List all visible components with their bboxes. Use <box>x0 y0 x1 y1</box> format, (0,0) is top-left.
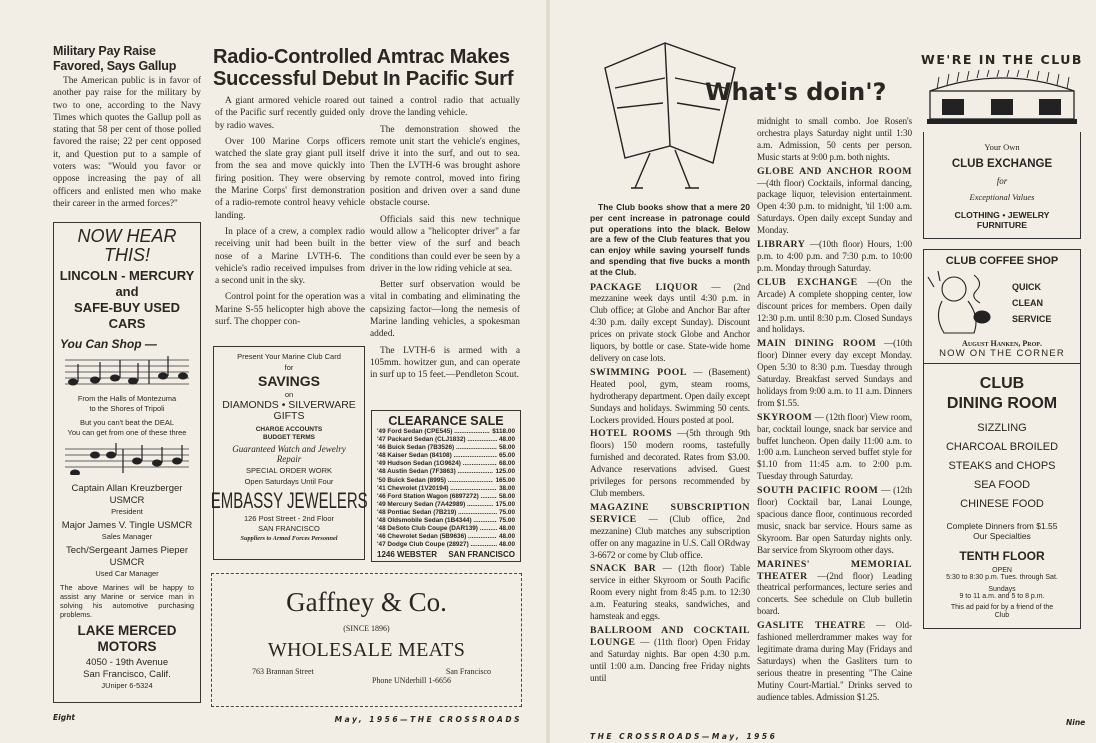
ad-lyric: to the Shores of Tripoli <box>89 404 165 413</box>
ad-line: Complete Dinners from $1.55 <box>946 521 1058 531</box>
feature-text: — (2nd mezzanine week days until 4:30 p.m. in Club office; at Globe and Anchor Bar after 4:30 p.m. daily except Sunday). Discount prices on private stock Globe and Anchor liquors, by bottle or case. State-wide home delivery on case lots. <box>590 281 751 364</box>
clearance-row <box>377 468 515 476</box>
page-footer: May, 1956—THE CROSSROADS <box>334 715 522 724</box>
company-city: SAN FRANCISCO <box>448 550 515 560</box>
amtrac-col-1 <box>215 95 365 332</box>
paragraph: The demonstration showed the remote unit start the vehicle's engines, drive it into the surf, and out to sea. Then the LVTH-6 was brought ashore by remote control, moved into firing position and driven over a sand dune obstacle course. <box>370 124 520 209</box>
club-feature <box>590 428 750 499</box>
person-name: Major James V. Tingle USMCR <box>61 520 193 531</box>
ad-lyric: But you can't beat the DEAL <box>80 418 174 427</box>
feature-text: — (12th floor) View room, bar, cocktail lounge, snack bar service and buffet luncheon. Open daily 11:00 a.m. to 1:00 a.m. Luncheon served buffet style for $1.10 from 11:45 a.m. to 2:00 p.m. Tuesday through Saturday. <box>757 411 913 482</box>
car-price: 48.00 <box>499 541 515 549</box>
page-number: Nine <box>1066 718 1086 727</box>
company-city: SAN FRANCISCO <box>258 524 320 533</box>
feature-title: MAIN DINING ROOM <box>757 338 877 350</box>
paragraph: midnight to small combo. Joe Rosen's orchestra plays Saturday night until 1:30 a.m. Admission, 50 cents per person. Music starts at 9:00 p.m. both nights. <box>757 116 912 162</box>
car-price: 125.00 <box>495 468 515 476</box>
car-name: '48 Pontiac Sedan (7B219) ..... <box>377 509 497 517</box>
paragraph: In place of a crew, a complex radio receiving unit had been built in the nose of a Marine LVTH-6. The vehicle's radio received impulses from a second unit in the sky. <box>215 226 365 287</box>
car-name: '48 Kaiser Sedan (84108) ..... <box>377 452 497 460</box>
club-building-icon <box>927 69 1077 127</box>
ad-line: Sundays <box>988 586 1016 593</box>
person-rank: USMCR <box>109 557 145 568</box>
ad-line: for <box>284 363 294 372</box>
car-price: 68.00 <box>499 460 515 468</box>
club-feature <box>590 367 750 427</box>
intro-paragraph: The Club books show that a mere 20 per cent increase in patronage could put operations into the black. Below are a few of the Club features that you can enjoy while saving yourself funds and spending that five bucks a month at the Club. <box>590 202 750 277</box>
feature-title: PACKAGE LIQUOR <box>590 281 699 293</box>
feature-text: —(On the Arcade) A complete shopping center, low discount prices for members. Open daily 12:30 p.m. until 8:30 p.m. Closed Sundays and holidays. <box>757 276 912 335</box>
car-name: '49 Ford Sedan (CPE545) ..... <box>377 428 490 436</box>
company-phone: Phone UNderhill 1-6656 <box>371 676 452 685</box>
car-price: 58.00 <box>499 444 515 452</box>
ad-title: CLUB <box>979 375 1025 392</box>
paragraph: Control point for the operation was a Marine S-55 helicopter high above the surf. The chopper con- <box>215 292 365 328</box>
club-features-col-2 <box>757 116 912 706</box>
feature-text: —(10th floor) Hours, 1:00 p.m. to 4:00 p.m. and 7:30 p.m. to 10:00 p.m. Monday through Saturday. <box>757 239 913 273</box>
club-feature <box>757 277 912 337</box>
car-name: '41 Chevrolet (1V20194) ..... <box>377 485 497 493</box>
ad-line: CLEAN <box>1012 298 1043 308</box>
feature-title: SNACK BAR <box>590 563 657 575</box>
car-name: '47 Packard Sedan (CLJ1832) ..... <box>377 436 497 444</box>
ad-since: (SINCE 1896) <box>343 624 390 633</box>
ad-line: 9 to 11 a.m. and 5 to 8 p.m. <box>959 593 1045 600</box>
club-feature <box>590 563 750 623</box>
clearance-row <box>377 501 515 509</box>
newspaper-reader-illustration <box>595 38 755 198</box>
article-title: Military Pay Raise Favored, Says Gallup <box>53 44 177 73</box>
ad-tagline: Suppliers to Armed Forces Personnel <box>240 535 338 542</box>
paragraph: Over 100 Marine Corps officers watched the slate gray giant pull itself from the sea and move quickly into firing position. They were observing the Marine Corps' first demonstration of a radio-remote control heavy vehicle landing. <box>215 136 365 221</box>
ad-line: Exceptional Values <box>969 192 1035 202</box>
clearance-row <box>377 493 515 501</box>
club-feature <box>757 412 912 483</box>
feature-title: CLUB EXCHANGE <box>757 276 858 288</box>
club-feature <box>590 625 750 685</box>
clearance-sale-ad <box>371 410 521 562</box>
person-role: Sales Manager <box>101 532 153 541</box>
car-price: 165.00 <box>495 476 515 484</box>
paragraph: Better surf observation would be vital in combating and eliminating the capsizing factor—long the nemesis of Marine landing vehicles, a spokesman added. <box>370 280 520 340</box>
company-address: 4050 - 19th Avenue <box>85 657 169 668</box>
car-price: 48.00 <box>499 533 515 541</box>
feature-title: SOUTH PACIFIC ROOM <box>757 485 879 497</box>
ad-title: CLUB COFFEE SHOP <box>945 255 1059 267</box>
company-name: EMBASSY JEWELERS <box>210 488 368 513</box>
embassy-jewelers-ad <box>210 346 368 560</box>
car-name: '46 Buick Sedan (7B3526) ..... <box>377 444 497 452</box>
ad-line: SPECIAL ORDER WORK <box>246 466 332 475</box>
ad-people-list <box>54 483 200 579</box>
club-feature <box>757 239 912 275</box>
person-rank: USMCR <box>109 495 145 506</box>
ad-line: CLOTHING • JEWELRY <box>954 210 1050 220</box>
car-price: 48.00 <box>499 436 515 444</box>
clearance-row <box>377 428 515 436</box>
person-name: Tech/Sergeant James Pieper <box>66 545 188 556</box>
clearance-row <box>377 509 515 517</box>
ad-line: Guaranteed Watch and Jewelry Repair <box>232 444 346 464</box>
feature-text: —(5th through 9th floors) 150 modern rooms, tastefully furnished and decorated. Rates from $3.00. Advance reservations advised. Guest privileges for persons recommended by Club members. <box>590 428 751 498</box>
clearance-row <box>377 452 515 460</box>
car-price: $118.00 <box>492 428 515 435</box>
ad-line: Present Your Marine Club Card <box>237 352 341 361</box>
gaffney-wholesale-meats-ad <box>211 573 522 707</box>
club-feature <box>590 282 750 365</box>
company-city: San Francisco <box>445 667 491 676</box>
car-price: 58.00 <box>499 492 515 500</box>
amtrac-article <box>213 46 523 90</box>
feature-title: GASLITE THEATRE <box>757 620 866 632</box>
ad-line: SEA FOOD <box>973 479 1031 491</box>
clearance-row <box>377 533 515 541</box>
car-name: '49 Mercury Sedan (7A42989) ..... <box>377 501 493 509</box>
feature-title: GLOBE AND ANCHOR ROOM <box>757 165 912 177</box>
feature-title: SKYROOM <box>757 411 813 423</box>
club-feature <box>757 166 912 237</box>
ad-line: and <box>115 284 139 299</box>
person-role: Used Car Manager <box>95 569 159 578</box>
ad-note: The above Marines will be happy to assist any Marine or service man in solving his automotive purchasing problems. <box>60 583 194 619</box>
ad-line: NOW ON THE CORNER <box>939 348 1065 359</box>
car-name: '48 Oldsmobile Sedan (1B4344) ..... <box>377 517 497 525</box>
ad-line: 5:30 to 8:30 p.m. Tues. through Sat. <box>946 574 1058 581</box>
car-name: '47 Dodge Club Coupe (28927) ..... <box>377 541 497 549</box>
car-price: 75.00 <box>499 517 515 525</box>
paragraph: tained a control radio that actually drove the landing vehicle. <box>370 96 520 119</box>
coffee-pouring-cartoon-icon <box>924 267 1004 339</box>
ad-line: QUICK <box>1012 282 1041 292</box>
club-feature <box>757 485 912 556</box>
ad-title: CLEARANCE SALE <box>388 414 504 428</box>
club-features-col-1 <box>590 202 750 686</box>
ad-line: SIZZLING <box>977 422 1027 434</box>
company-address: 763 Brannan Street <box>252 667 314 676</box>
ad-line: for <box>996 176 1008 186</box>
page-footer: THE CROSSROADS—May, 1956 <box>590 732 778 741</box>
ad-line: CLUB EXCHANGE <box>951 158 1053 170</box>
car-price: 65.00 <box>499 452 515 460</box>
paragraph: A giant armored vehicle roared out of the Pacific surf recently guided only by radio waves. <box>215 96 365 131</box>
paragraph: Officials said this new technique would allow a "helicopter driver" a far better view of the surf and beach conditions than could ever be seen by a driver in the low riding vehicle at sea. <box>370 214 520 274</box>
club-feature <box>757 338 912 409</box>
ad-line: BUDGET TERMS <box>263 434 315 441</box>
ad-line: on <box>284 390 294 399</box>
feature-text: — (Basement) Heated pool, gym, steam rooms, hydrotherapy department. Open daily except Sundays and holidays. Swimming 50 cents. Lockers provided. Hours posted at pool. <box>590 366 750 425</box>
pay-raise-article <box>53 44 201 214</box>
feature-title: HOTEL ROOMS <box>590 428 673 440</box>
company-name: MOTORS <box>97 639 157 654</box>
ad-line: LINCOLN - MERCURY <box>59 268 195 283</box>
ad-line: GIFTS <box>273 410 305 422</box>
ad-line: This ad paid for by a friend of the Club <box>950 604 1054 619</box>
feature-text: —(10th floor) Dinner every day except Monday. Open 5:30 to 8:30 p.m. Tuesday through Saturday. Breakfast served Sundays and holidays from 9:00 a.m. to 11 a.m. Dinners from $1.55. <box>757 338 913 408</box>
club-ads-column <box>918 52 1086 629</box>
feature-title: MARINES' MEMORIAL THEATER <box>757 558 912 582</box>
ad-line: FURNITURE <box>976 220 1028 230</box>
club-feature <box>757 559 912 619</box>
ad-line: Our Specialties <box>973 531 1031 541</box>
feature-text: — (11th floor) Open Friday and Saturday nights. Bar open 4:30 p.m. until 1:00 a.m. Dancing free Friday nights until <box>590 636 750 683</box>
clearance-row <box>377 485 515 493</box>
feature-title: MAGAZINE SUBSCRIPTION SERVICE <box>590 501 750 525</box>
ad-line: Your Own <box>984 142 1020 152</box>
car-price: 75.00 <box>499 508 515 516</box>
car-price: 175.00 <box>495 500 515 508</box>
clearance-row <box>377 517 515 525</box>
amtrac-col-2 <box>370 95 520 386</box>
music-notes-icon <box>65 443 189 475</box>
ad-line: You Can Shop — <box>60 337 157 351</box>
company-address: 1246 WEBSTER <box>377 550 438 560</box>
car-price: 48.00 <box>499 525 515 533</box>
club-feature <box>590 502 750 562</box>
section-heading: What's doin'? <box>705 78 887 106</box>
ad-line: SERVICE <box>1012 314 1052 324</box>
page-number: Eight <box>53 713 75 722</box>
ad-line: OPEN <box>992 567 1012 574</box>
ad-proprietor: August Hanken, Prop. <box>962 339 1042 348</box>
person-role: President <box>111 507 143 516</box>
ad-business: WHOLESALE MEATS <box>267 639 466 661</box>
ad-title: DINING ROOM <box>946 395 1058 412</box>
clearance-row <box>377 525 515 533</box>
ad-line: Open Saturdays Until Four <box>244 477 334 486</box>
article-body: The American public is in favor of another pay raise for the military by two to one, according to the Navy Times which quotes the Gallup poll as stating that 58 per cent of those polled favored the raise; 22 per cent opposed it, and Question put to a sample of voters was: "Would you favor or oppose increasing the pay of all officers and enlisted men who make their career in the armed forces?" <box>53 76 201 209</box>
company-name: LAKE MERCED <box>77 623 177 638</box>
feature-title: LIBRARY <box>757 239 806 251</box>
ad-line: CHINESE FOOD <box>960 498 1044 510</box>
clearance-row <box>377 436 515 444</box>
club-feature <box>757 620 912 703</box>
car-name: '50 Buick Sedan (8995) ..... <box>377 477 493 485</box>
feature-text: — Old-fashioned mellerdrammer makes way for legitimate drama during May (Fridays and Saturdays) when the Gasliters turn to serious theatre in presenting "The Caine Mutiny Court-Martial." Drinks served to audience tables. Admission $1.25. <box>757 620 913 702</box>
magazine-spine <box>546 0 550 743</box>
person-name: Captain Allan Kreuzberger <box>71 483 183 494</box>
clearance-row <box>377 460 515 468</box>
feature-text: — (12th floor) Cocktail bar, Lanai Lounge, spacious dance floor, continuous recorded music, snack bar service. Hours same as Skyroom. Bar open Saturday nights only. Bar service from Skyroom other days. <box>757 485 912 555</box>
ad-line: CHARGE ACCOUNTS <box>255 426 323 433</box>
clearance-row <box>377 444 515 452</box>
music-notes-icon <box>65 354 189 386</box>
feature-text: — (Club office, 2nd mezzanine) Club matches any subscription offer on any magazine in U.S. Call ORdway 3-6672 or come by Club office. <box>590 513 750 560</box>
car-name: '49 Hudson Sedan (1G9624) ..... <box>377 460 497 468</box>
company-address: 126 Post Street - 2nd Floor <box>243 514 335 523</box>
company-phone: JUniper 6-5324 <box>101 681 153 690</box>
article-title: Radio-Controlled Amtrac Makes Successful Debut In Pacific Surf <box>213 46 514 90</box>
company-city: San Francisco, Calif. <box>83 669 171 680</box>
feature-text: —(2nd floor) Leading theatrical performances, lecture series and concerts. See schedule on Club bulletin board. <box>757 570 912 617</box>
ad-line: DIAMONDS • SILVERWARE <box>222 399 356 411</box>
car-price: 38.00 <box>499 484 515 492</box>
car-name: '46 Ford Station Wagon (6897272) ..... <box>377 493 497 501</box>
feature-text: — (12th floor) Table service in either Skyroom or South Pacific Room every night from 8:45 p.m. to 12:30 a.m. Featuring steaks, sandwiches, and hamsteak and eggs. <box>590 563 750 622</box>
clearance-list <box>377 428 515 549</box>
feature-title: SWIMMING POOL <box>590 366 687 378</box>
ad-headline: NOW HEAR THIS! <box>77 226 177 265</box>
clearance-row <box>377 541 515 549</box>
ad-lyric: From the Halls of Montezuma <box>77 394 177 403</box>
car-name: '46 Chevrolet Sedan (5B9636) ..... <box>377 533 497 541</box>
ad-line: CHARCOAL BROILED <box>945 441 1059 453</box>
ad-line: SAFE-BUY USED CARS <box>74 300 180 331</box>
company-name: Gaffney & Co. <box>286 587 447 617</box>
car-name: '48 DeSoto Club Coupe (DAR139) ..... <box>377 525 497 533</box>
paragraph: The LVTH-6 is armed with a 105mm. howitzer gun, and can operate in surf up to 15 feet.—Pendleton Scout. <box>370 345 520 381</box>
ad-line: STEAKS and CHOPS <box>948 460 1056 472</box>
car-name: '48 Austin Sedan (7F3863) ..... <box>377 468 493 476</box>
ad-lyric: You can get from one of these three <box>67 428 187 437</box>
lake-merced-motors-ad <box>53 222 201 703</box>
feature-text: —(4th floor) Cocktails, informal dancing, package liquor, television entertainment. Open 4:30 p.m. to midnight, 'til 1:00 a.m. Saturdays. Open daily except Sunday and Monday. <box>757 177 912 236</box>
feature-title: BALLROOM AND COCKTAIL LOUNGE <box>590 624 750 648</box>
clearance-row <box>377 477 515 485</box>
ad-line: TENTH FLOOR <box>959 549 1045 563</box>
ad-title: WE'RE IN THE CLUB <box>921 52 1083 67</box>
ad-line: SAVINGS <box>258 373 320 389</box>
